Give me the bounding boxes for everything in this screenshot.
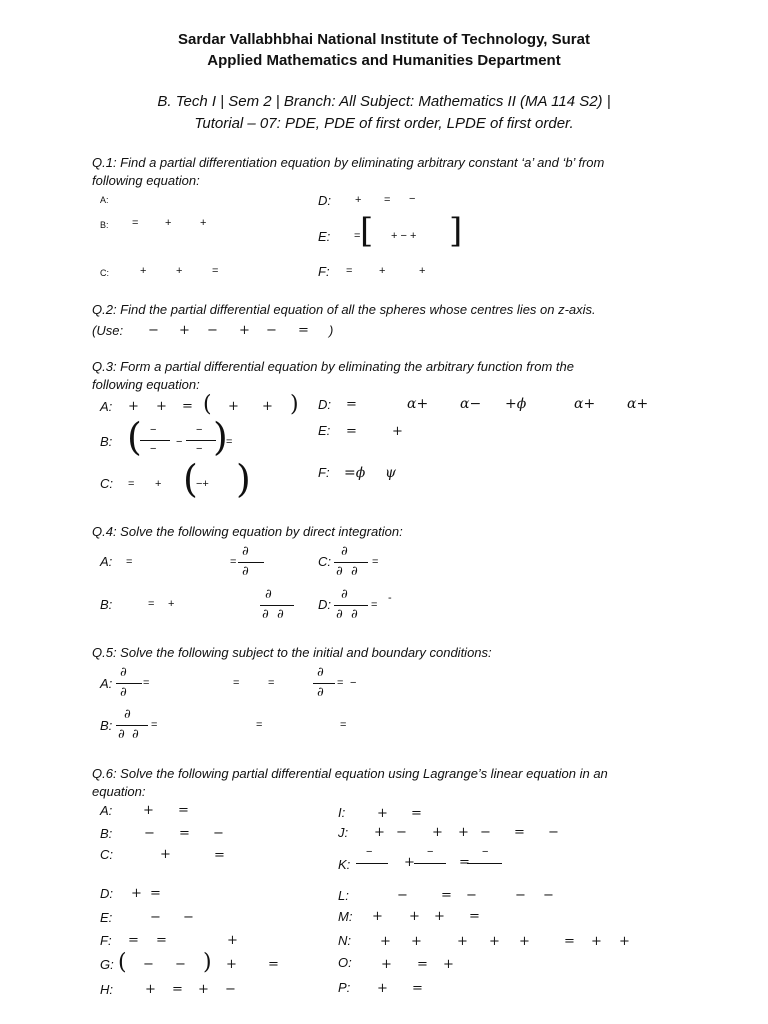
q4b-plus: + xyxy=(168,598,175,610)
q5a-equals-4: = xyxy=(337,677,344,689)
q6g-minus-2: − xyxy=(175,957,186,972)
q6d-equals: = xyxy=(150,886,161,901)
q2-minus-1: − xyxy=(148,323,159,338)
q6c-plus: + xyxy=(160,847,171,862)
q3-label-e: E: xyxy=(318,423,331,438)
q5a-equals-1: = xyxy=(143,677,150,689)
q6k-num-minus-2: − xyxy=(427,846,434,858)
q6-label-c: C: xyxy=(100,847,113,862)
q3-label-a: A: xyxy=(100,399,113,414)
q5a-fraction-bar-2 xyxy=(313,683,335,684)
q6l-minus-1: − xyxy=(397,888,408,903)
q6-label-e: E: xyxy=(100,910,113,925)
q6-text-line1: Q.6: Solve the following partial differential equation using Lagrange’s linear equation in an xyxy=(92,766,608,781)
q2-text: Q.2: Find the partial differential equation of all the spheres whose centres lies on z-axis. xyxy=(92,302,596,317)
q3b-lparen: ( xyxy=(127,415,142,459)
q3c-plus: + xyxy=(155,478,162,490)
institute-name: Sardar Vallabhbhai National Institute of Technology, Surat xyxy=(177,31,590,48)
q3-label-f: F: xyxy=(318,465,330,480)
q3b-equals: = xyxy=(226,436,233,448)
q5a-equals-3: = xyxy=(268,677,275,689)
q3-label-b: B: xyxy=(100,434,113,449)
q1-label-f: F: xyxy=(318,264,330,279)
q6o-plus-2: + xyxy=(443,957,454,972)
q6i-equals: = xyxy=(411,806,422,821)
q4c-partial-den-1: ∂ xyxy=(336,564,343,579)
q6k-fraction-bar-1 xyxy=(356,863,388,864)
q1-label-d: D: xyxy=(318,193,331,208)
q5a-partial-num: ∂ xyxy=(120,665,127,680)
q1f-equals: = xyxy=(346,265,353,277)
department-name: Applied Mathematics and Humanities Department xyxy=(207,52,561,69)
q5-label-a: A: xyxy=(100,676,113,691)
q5b-equals-2: = xyxy=(256,719,263,731)
q5a-partial-den: ∂ xyxy=(120,685,127,700)
q6-label-j: J: xyxy=(338,825,349,840)
q1f-plus-1: + xyxy=(379,265,386,277)
q1b-plus-1: + xyxy=(165,217,172,229)
q5b-partial-den-1: ∂ xyxy=(118,727,125,742)
q3d-plus-phi: +ϕ xyxy=(505,396,527,412)
q6m-plus-3: + xyxy=(434,909,445,924)
q6m-plus-1: + xyxy=(372,909,383,924)
q4d-fraction-bar xyxy=(334,605,368,606)
q1c-plus-2: + xyxy=(176,265,183,277)
q6b-minus-1: − xyxy=(144,826,155,841)
q6n-plus-3: + xyxy=(457,934,468,949)
q6-label-d: D: xyxy=(100,886,113,901)
q3b-den-minus-2: − xyxy=(196,443,203,455)
q4a-equals-2: = xyxy=(230,556,237,568)
q6j-plus-3: + xyxy=(458,825,469,840)
q6l-minus-2: − xyxy=(466,888,477,903)
q6p-plus: + xyxy=(377,981,388,996)
q5a-equals-2: = xyxy=(233,677,240,689)
q6n-plus-6: + xyxy=(591,934,602,949)
q3a-plus-3: + xyxy=(228,399,239,414)
q3a-plus-1: + xyxy=(128,399,139,414)
q6n-plus-5: + xyxy=(519,934,530,949)
q5a-partial-den-2: ∂ xyxy=(317,685,324,700)
q3b-num-minus-1: − xyxy=(150,424,157,436)
q3b-num-minus-2: − xyxy=(196,424,203,436)
q6b-equals: = xyxy=(179,826,190,841)
q6d-plus: + xyxy=(131,886,142,901)
q6n-plus-4: + xyxy=(489,934,500,949)
q3f-psi: ψ xyxy=(385,465,396,481)
q3e-equals: = xyxy=(346,424,357,439)
q1d-equals: = xyxy=(384,194,391,206)
q6n-plus-1: + xyxy=(380,934,391,949)
q6a-plus: + xyxy=(143,803,154,818)
q6-label-f: F: xyxy=(100,933,112,948)
q4c-fraction-bar xyxy=(334,562,368,563)
q3b-fraction-bar-2 xyxy=(186,440,216,441)
q5b-partial-num: ∂ xyxy=(124,707,131,722)
q6-label-p: P: xyxy=(338,980,351,995)
q6j-plus-2: + xyxy=(432,825,443,840)
q6n-plus-7: + xyxy=(619,934,630,949)
q3c-rparen: ) xyxy=(236,457,251,501)
q6-label-n: N: xyxy=(338,933,351,948)
q3a-equals: = xyxy=(182,399,193,414)
q4a-equals-1: = xyxy=(126,556,133,568)
q6k-fraction-bar-3 xyxy=(467,863,502,864)
q1-label-c: C: xyxy=(100,268,109,278)
q4a-partial-num: ∂ xyxy=(242,544,249,559)
q3-label-d: D: xyxy=(318,397,331,412)
q6g-rparen: ) xyxy=(203,950,212,975)
q1f-plus-2: + xyxy=(419,265,426,277)
q3f-eq-phi: =ϕ xyxy=(344,465,366,481)
q6f-equals-1: = xyxy=(128,933,139,948)
q3a-plus-2: + xyxy=(156,399,167,414)
tutorial-title: Tutorial – 07: PDE, PDE of first order, LPDE of first order. xyxy=(194,115,574,132)
q6m-equals: = xyxy=(469,909,480,924)
q6f-plus: + xyxy=(227,933,238,948)
q3-label-c: C: xyxy=(100,476,113,491)
q5b-fraction-bar xyxy=(116,725,148,726)
q3c-minus-plus: −+ xyxy=(196,478,209,490)
q4b-partial-num: ∂ xyxy=(265,587,272,602)
q6k-fraction-bar-2 xyxy=(414,863,446,864)
q6f-equals-2: = xyxy=(156,933,167,948)
q3d-alpha-plus-3: α+ xyxy=(627,396,649,412)
q6g-plus: + xyxy=(226,957,237,972)
q4c-partial-den-2: ∂ xyxy=(351,564,358,579)
course-line: B. Tech I | Sem 2 | Branch: All Subject: Mathematics II (MA 114 S2) | xyxy=(157,93,611,110)
q6-label-i: I: xyxy=(338,805,346,820)
q3-text-line1: Q.3: Form a partial differential equation by eliminating the arbitrary function from the xyxy=(92,359,574,374)
q2-use-open: (Use: xyxy=(92,323,124,338)
q1-label-e: E: xyxy=(318,229,331,244)
q1e-equals: = xyxy=(354,230,361,242)
q6n-plus-2: + xyxy=(411,934,422,949)
q1e-expression: + − + xyxy=(391,230,417,242)
q6e-minus-1: − xyxy=(150,910,161,925)
q2-plus-1: + xyxy=(179,323,190,338)
q5a-minus: − xyxy=(350,677,357,689)
q4b-partial-den-1: ∂ xyxy=(262,607,269,622)
q4c-partial-num: ∂ xyxy=(341,544,348,559)
q6l-minus-4: − xyxy=(543,888,554,903)
q6a-equals: = xyxy=(178,803,189,818)
q1-text-line2: following equation: xyxy=(92,173,200,188)
q2-minus-3: − xyxy=(266,323,277,338)
q6g-equals: = xyxy=(268,957,279,972)
q3d-equals: = xyxy=(346,397,357,412)
q3c-equals: = xyxy=(128,478,135,490)
q6j-plus-1: + xyxy=(374,825,385,840)
q6h-equals: = xyxy=(172,982,183,997)
q3b-den-minus-1: − xyxy=(150,443,157,455)
q4-label-c: C: xyxy=(318,554,331,569)
q5b-partial-den-2: ∂ xyxy=(132,727,139,742)
q4c-equals: = xyxy=(372,556,379,568)
q5-text: Q.5: Solve the following subject to the initial and boundary conditions: xyxy=(92,645,492,660)
q1e-right-bracket: ] xyxy=(449,211,463,251)
q4d-partial-den-1: ∂ xyxy=(336,607,343,622)
q6k-num-minus-1: − xyxy=(366,846,373,858)
q2-use-close: ) xyxy=(329,323,334,338)
q6k-equals: = xyxy=(459,855,470,870)
q6i-plus: + xyxy=(377,806,388,821)
q1c-equals: = xyxy=(212,265,219,277)
q6-label-m: M: xyxy=(338,909,353,924)
q6-label-h: H: xyxy=(100,982,113,997)
q3d-alpha-plus-1: α+ xyxy=(407,396,429,412)
q4-text: Q.4: Solve the following equation by direct integration: xyxy=(92,524,403,539)
q6j-minus-1: − xyxy=(396,825,407,840)
q1d-minus: − xyxy=(409,193,416,205)
q6-label-b: B: xyxy=(100,826,113,841)
q3a-plus-4: + xyxy=(262,399,273,414)
q3b-rparen: ) xyxy=(213,415,228,459)
q6m-plus-2: + xyxy=(409,909,420,924)
q4a-partial-den: ∂ xyxy=(242,564,249,579)
q4d-equals: = xyxy=(371,599,378,611)
q4-label-b: B: xyxy=(100,597,113,612)
q5b-equals-1: = xyxy=(151,719,158,731)
q4b-equals: = xyxy=(148,598,155,610)
q6o-equals: = xyxy=(417,957,428,972)
q1b-equals: = xyxy=(132,217,139,229)
q6o-plus-1: + xyxy=(381,957,392,972)
q6g-minus-1: − xyxy=(143,957,154,972)
q6-label-l: L: xyxy=(338,888,349,903)
q4-label-d: D: xyxy=(318,597,331,612)
q1e-left-bracket: [ xyxy=(360,211,374,251)
q1d-plus: + xyxy=(355,194,362,206)
q2-minus-2: − xyxy=(207,323,218,338)
q1-label-b: B: xyxy=(100,220,109,230)
q3d-alpha-minus: α− xyxy=(460,396,482,412)
q6-label-a: A: xyxy=(100,803,113,818)
q4d-hyphen: - xyxy=(388,592,392,604)
q2-equals: = xyxy=(298,323,309,338)
q1c-plus-1: + xyxy=(140,265,147,277)
q5b-equals-3: = xyxy=(340,719,347,731)
q6j-minus-3: − xyxy=(548,825,559,840)
q1-label-a: A: xyxy=(100,195,109,205)
q6-label-k: K: xyxy=(338,857,351,872)
q6-text-line2: equation: xyxy=(92,784,146,799)
q2-plus-2: + xyxy=(239,323,250,338)
q3e-plus: + xyxy=(392,424,403,439)
q6e-minus-2: − xyxy=(183,910,194,925)
q3a-lparen: ( xyxy=(203,392,212,417)
q6h-plus-1: + xyxy=(145,982,156,997)
q5-label-b: B: xyxy=(100,718,113,733)
q6-label-o: O: xyxy=(338,955,352,970)
q4b-fraction-bar xyxy=(260,605,294,606)
q6h-plus-2: + xyxy=(198,982,209,997)
q3b-fraction-bar-1 xyxy=(140,440,170,441)
q4a-fraction-bar xyxy=(238,562,264,563)
q1b-plus-2: + xyxy=(200,217,207,229)
q6j-equals: = xyxy=(514,825,525,840)
q6g-lparen: ( xyxy=(118,950,127,975)
q4-label-a: A: xyxy=(100,554,113,569)
q5a-partial-num-2: ∂ xyxy=(317,665,324,680)
q3-text-line2: following equation: xyxy=(92,377,200,392)
q3c-lparen: ( xyxy=(183,457,198,501)
q3b-minus: − xyxy=(176,436,183,448)
q6b-minus-2: − xyxy=(213,826,224,841)
q6l-minus-3: − xyxy=(515,888,526,903)
q1-text-line1: Q.1: Find a partial differentiation equation by eliminating arbitrary constant ‘a’ and ‘b’ from xyxy=(92,155,605,170)
q6k-plus: + xyxy=(404,855,415,870)
q6h-minus: − xyxy=(225,982,236,997)
q5a-fraction-bar-1 xyxy=(116,683,142,684)
q6j-minus-2: − xyxy=(480,825,491,840)
q4b-partial-den-2: ∂ xyxy=(277,607,284,622)
q6n-equals: = xyxy=(564,934,575,949)
q6k-num-minus-3: − xyxy=(482,846,489,858)
q4d-partial-num: ∂ xyxy=(341,587,348,602)
q6-label-g: G: xyxy=(100,957,114,972)
q6p-equals: = xyxy=(412,981,423,996)
q6l-equals: = xyxy=(441,888,452,903)
q3a-rparen: ) xyxy=(290,392,299,417)
q4d-partial-den-2: ∂ xyxy=(351,607,358,622)
q3d-alpha-plus-2: α+ xyxy=(574,396,596,412)
q6c-equals: = xyxy=(214,848,225,863)
